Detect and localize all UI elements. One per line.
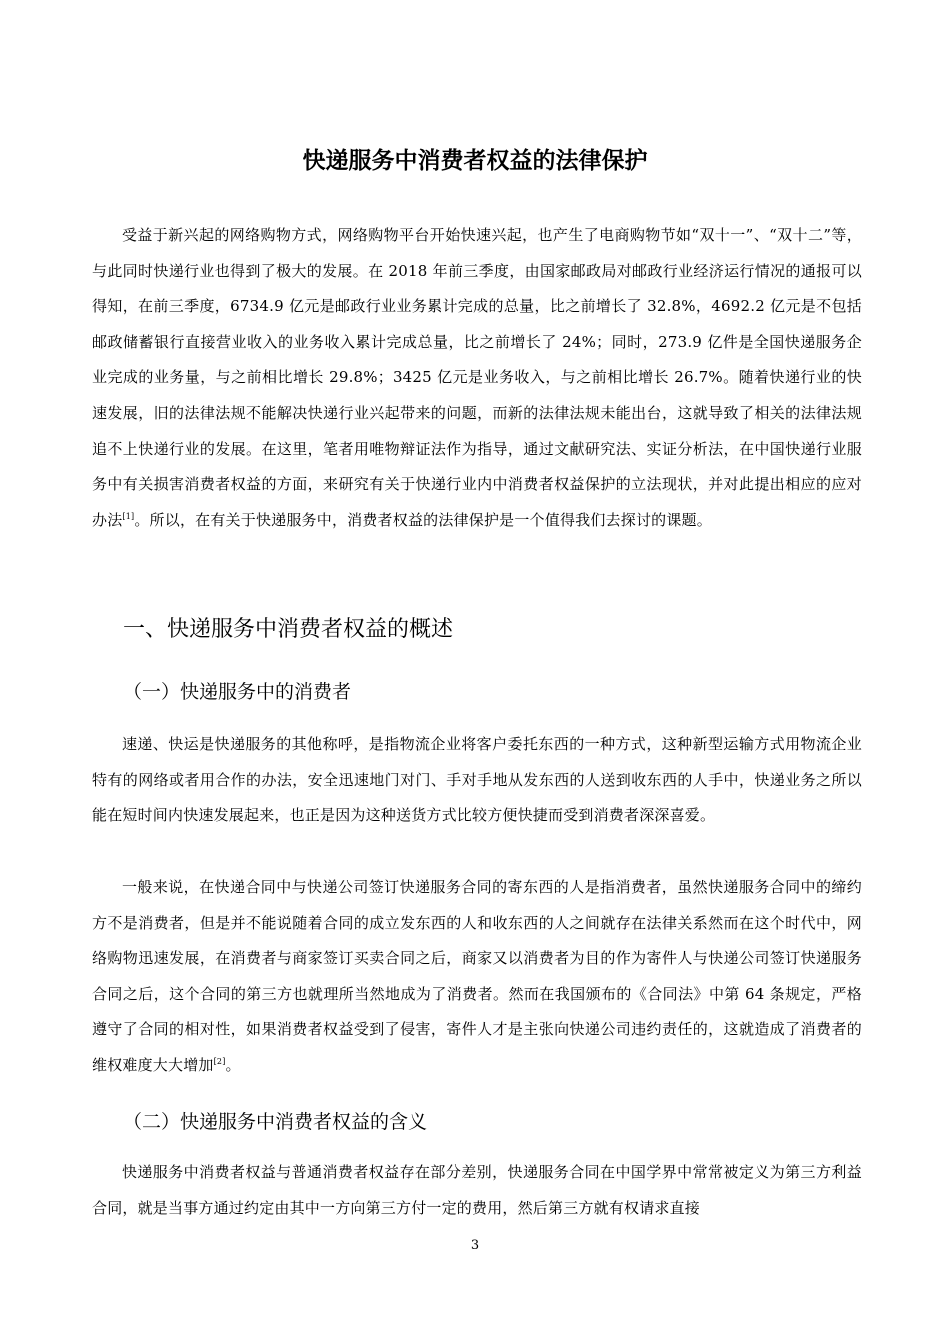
intro-text: 受益于新兴起的网络购物方式，网络购物平台开始快速兴起，也产生了电商购物节如“双十一”、“双十二”等，与此同时快递行业也得到了极大的发展。在 2018 年前三季度，由国家邮政局对邮政行业经济运行情况的通报可以得知，在前三季度，6734.9 亿元是邮政行业业务累计完成的总量，比之前增长了 32.8%，4692.2 亿元是不包括邮政储蓄银行直接营业收入的业务收入累计完成总量，比之前增长了 24%；同时，273.9 亿件是全国快递服务企业完成的业务量，与之前相比增长 29.8%；3425 亿元是业务收入，与之前相比增长 26.7%。随着快递行业的快速发展，旧的法律法规不能解决快递行业兴起带来的问题，而新的法律法规未能出台，这就导致了相关的法律法规追不上快递行业的发展。在这里，笔者用唯物辩证法作为指导，通过文献研究法、实证分析法，在中国快递行业服务中有关损害消费者权益的方面，来研究有关于快递行业内中消费者权益保护的立法现状，并对此提出相应的应对办法 xyxy=(92,226,862,529)
intro-text-end: 。所以，在有关于快递服务中，消费者权益的法律保护是一个值得我们去探讨的课题。 xyxy=(134,510,712,529)
body-paragraph: 快递服务中消费者权益与普通消费者权益存在部分差别，快递服务合同在中国学界中常常被定义为第三方利益合同，就是当事方通过约定由其中一方向第三方付一定的费用，然后第三方就有权请求直接 xyxy=(92,1163,862,1217)
page-number: 3 xyxy=(470,1238,480,1253)
subsection-heading: （二）快递服务中消费者权益的含义 xyxy=(123,1111,428,1133)
subsection-heading: （一）快递服务中的消费者 xyxy=(123,681,352,703)
citation-ref-2: [2] xyxy=(213,1056,226,1066)
intro-paragraph xyxy=(92,218,862,538)
body-text-end: 。 xyxy=(225,1055,241,1074)
body-paragraph: 速递、快运是快递服务的其他称呼，是指物流企业将客户委托东西的一种方式，这种新型运输方式用物流企业特有的网络或者用合作的办法，安全迅速地门对门、手对手地从发东西的人送到收东西的人手中，快递业务之所以能在短时间内快速发展起来，也正是因为这种送货方式比较方便快捷而受到消费者深深喜爱。 xyxy=(92,735,862,825)
citation-ref-1: [1] xyxy=(122,511,135,521)
paper-title: 快递服务中消费者权益的法律保护 xyxy=(302,148,648,174)
section-heading: 一、快递服务中消费者权益的概述 xyxy=(123,617,454,642)
body-text: 一般来说，在快递合同中与快递公司签订快递服务合同的寄东西的人是指消费者，虽然快递服务合同中的缔约方不是消费者，但是并不能说随着合同的成立发东西的人和收东西的人之间就存在法律关系然而在这个时代中，网络购物迅速发展，在消费者与商家签订买卖合同之后，商家又以消费者为目的作为寄件人与快递公司签订快递服务合同之后，这个合同的第三方也就理所当然地成为了消费者。然而在我国颁布的《合同法》中第 64 条规定，严格遵守了合同的相对性，如果消费者权益受到了侵害，寄件人才是主张向快递公司违约责任的，这就造成了消费者的维权难度大大增加 xyxy=(92,878,862,1074)
body-paragraph xyxy=(92,870,862,1084)
